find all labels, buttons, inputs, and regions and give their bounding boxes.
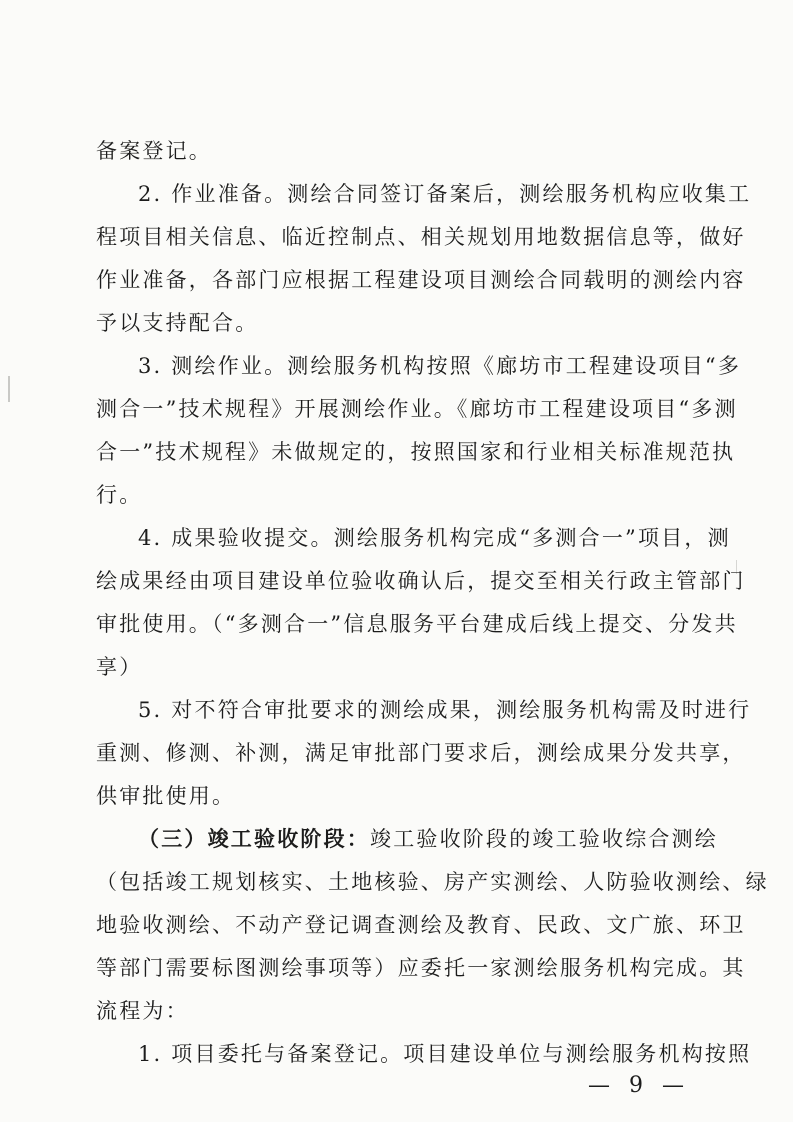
- text-line: 测合一”技术规程》开展测绘作业。《廊坊市工程建设项目“多测: [96, 397, 738, 421]
- text-line: 备案登记。: [96, 139, 212, 163]
- text-line: 享）: [96, 655, 143, 679]
- text-line: 绘成果经由项目建设单位验收确认后，提交至相关行政主管部门: [96, 569, 746, 593]
- text-line: 等部门需要标图测绘事项等）应委托一家测绘服务机构完成。其: [96, 956, 746, 980]
- section-line: [138, 825, 718, 853]
- text-line: 作业准备，各部门应根据工程建设项目测绘合同载明的测绘内容: [96, 268, 746, 292]
- text-line: 地验收测绘、不动产登记调查测绘及教育、民政、文广旅、环卫: [96, 913, 746, 937]
- text-line: （包括竣工规划核实、土地核验、房产实测绘、人防验收测绘、绿: [96, 870, 769, 894]
- text-line: 重测、修测、补测，满足审批部门要求后，测绘成果分发共享，: [96, 741, 746, 765]
- text-line: 4. 成果验收提交。测绘服务机构完成“多测合一”项目，测: [138, 526, 731, 550]
- text-line: 审批使用。（“多测合一”信息服务平台建成后线上提交、分发共: [96, 612, 738, 636]
- text-line: 合一”技术规程》未做规定的，按照国家和行业相关标准规范执: [96, 440, 736, 464]
- text-line: 3. 测绘作业。测绘服务机构按照《廊坊市工程建设项目“多: [138, 354, 742, 378]
- text-line: 程项目相关信息、临近控制点、相关规划用地数据信息等，做好: [96, 225, 746, 249]
- section-heading: （三）竣工验收阶段：: [138, 826, 370, 851]
- page-number: — 9 —: [588, 1073, 690, 1098]
- text-line: 行。: [96, 483, 143, 507]
- text-line: 予以支持配合。: [96, 311, 259, 335]
- text-line: 1. 项目委托与备案登记。项目建设单位与测绘服务机构按照: [138, 1042, 752, 1066]
- text-line: 流程为：: [96, 999, 189, 1023]
- text-line: 竣工验收阶段的竣工验收综合测绘: [370, 827, 718, 851]
- scan-artifact: [8, 376, 10, 402]
- text-line: 2. 作业准备。测绘合同签订备案后，测绘服务机构应收集工: [138, 182, 752, 206]
- text-line: 供审批使用。: [96, 784, 236, 808]
- text-line: 5. 对不符合审批要求的测绘成果，测绘服务机构需及时进行: [138, 698, 752, 722]
